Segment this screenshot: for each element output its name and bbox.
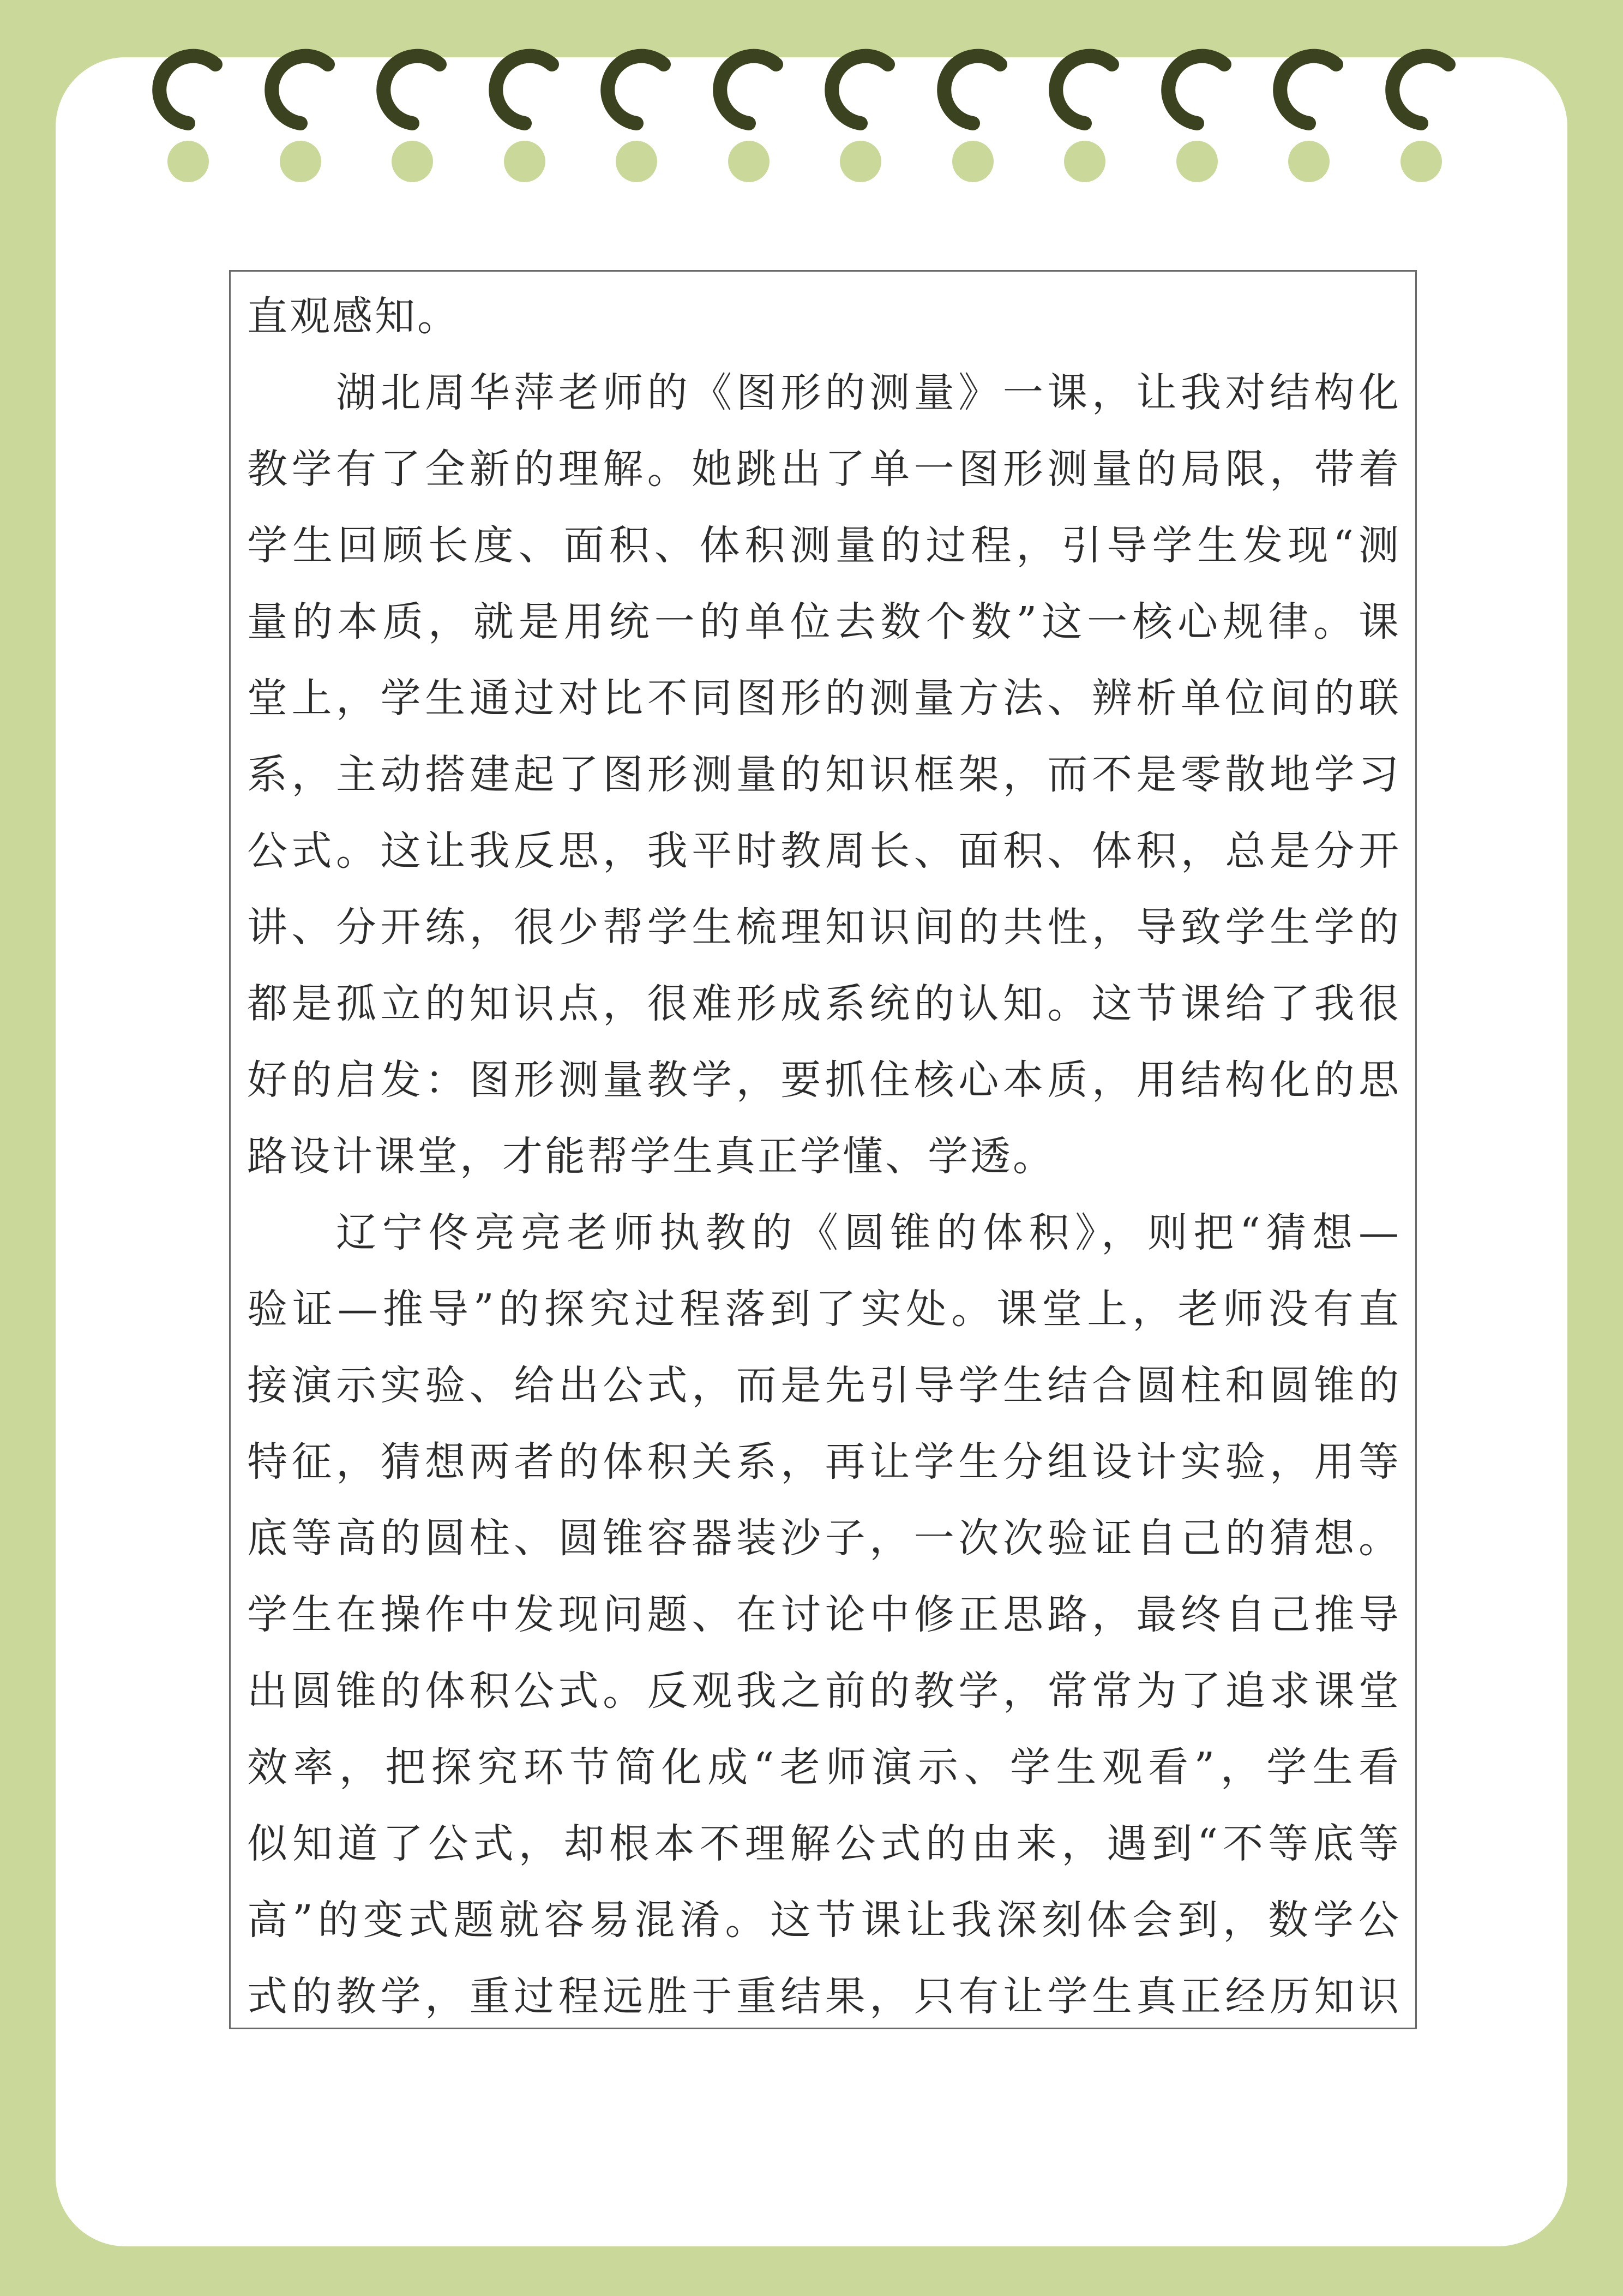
spiral-ring-icon: [593, 32, 675, 184]
document-body: [247, 278, 1401, 2029]
spiral-ring-icon: [1041, 32, 1123, 184]
spiral-ring-icon: [817, 32, 899, 184]
text-line: 接演示实验、给出公式，而是先引导学生结合圆柱和圆锥的: [247, 1362, 1401, 1409]
text-line: 出圆锥的体积公式。反观我之前的教学，常常为了追求课堂: [247, 1668, 1401, 1714]
text-line: 堂上，学生通过对比不同图形的测量方法、辨析单位间的联: [247, 675, 1401, 722]
text-line: 好的启发：图形测量教学，要抓住核心本质，用结构化的思: [247, 1057, 1401, 1104]
text-line: 系，主动搭建起了图形测量的知识框架，而不是零散地学习: [247, 751, 1401, 798]
spiral-ring-icon: [1153, 32, 1235, 184]
text-line: 验证—推导”的探究过程落到了实处。课堂上，老师没有直: [247, 1286, 1401, 1333]
text-line: 效率，把探究环节简化成“老师演示、学生观看”，学生看: [247, 1744, 1401, 1791]
text-box: [229, 270, 1417, 2029]
spiral-ring-icon: [1265, 32, 1347, 184]
text-line: 直观感知。: [247, 293, 460, 340]
text-line: 量的本质，就是用统一的单位去数个数”这一核心规律。课: [247, 598, 1401, 645]
spiral-ring-icon: [929, 32, 1011, 184]
text-line: 讲、分开练，很少帮学生梳理知识间的共性，导致学生学的: [247, 904, 1401, 951]
text-line: 特征，猜想两者的体积关系，再让学生分组设计实验，用等: [247, 1438, 1401, 1485]
text-line: 辽宁佟亮亮老师执教的《圆锥的体积》，则把“猜想—: [336, 1209, 1401, 1256]
text-line: 公式。这让我反思，我平时教周长、面积、体积，总是分开: [247, 828, 1401, 874]
text-line: 学生在操作中发现问题、在讨论中修正思路，最终自己推导: [247, 1591, 1401, 1638]
text-line: 教学有了全新的理解。她跳出了单一图形测量的局限，带着: [247, 446, 1401, 493]
spiral-ring-icon: [705, 32, 787, 184]
spiral-ring-icon: [257, 32, 339, 184]
text-line: 学生回顾长度、面积、体积测量的过程，引导学生发现“测: [247, 522, 1401, 569]
spiral-ring-icon: [145, 32, 226, 184]
spiral-ring-icon: [1378, 32, 1459, 184]
spiral-ring-icon: [481, 32, 563, 184]
text-line: 式的教学，重过程远胜于重结果，只有让学生真正经历知识: [247, 1973, 1401, 2020]
spiral-ring-icon: [369, 32, 450, 184]
text-line: 都是孤立的知识点，很难形成系统的认知。这节课给了我很: [247, 980, 1401, 1027]
text-line: 底等高的圆柱、圆锥容器装沙子，一次次验证自己的猜想。: [247, 1515, 1401, 1562]
text-line: 高”的变式题就容易混淆。这节课让我深刻体会到，数学公: [247, 1897, 1401, 1944]
text-line: 湖北周华萍老师的《图形的测量》一课，让我对结构化: [336, 369, 1401, 416]
text-line: 路设计课堂，才能帮学生真正学懂、学透。: [247, 1133, 1055, 1180]
text-line: 似知道了公式，却根本不理解公式的由来，遇到“不等底等: [247, 1820, 1401, 1867]
